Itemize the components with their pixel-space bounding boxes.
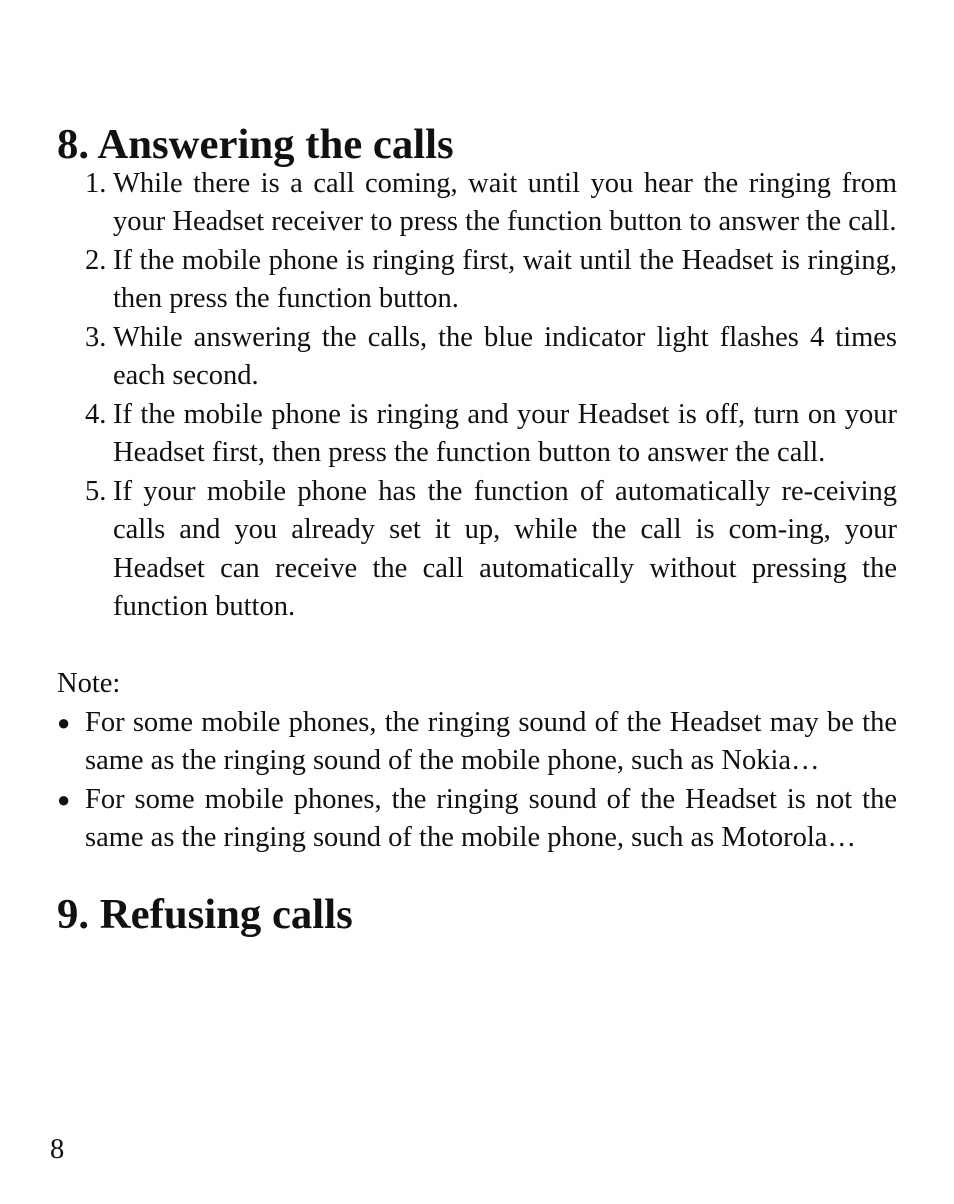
step-number: 4. — [85, 398, 107, 430]
step-number: 5. — [85, 475, 107, 507]
step-item — [57, 473, 897, 627]
answering-steps-list — [57, 165, 897, 627]
blank-line — [57, 627, 897, 666]
step-number: 1. — [85, 167, 107, 199]
step-text: While there is a call coming, wait until you hear the ringing from your Headset receiver to press the function button to answer the call. — [113, 167, 897, 237]
step-number: 2. — [85, 244, 107, 276]
note-text: For some mobile phones, the ringing sound of the Headset may be the same as the ringing sound of the mobile phone, such as Nokia… — [85, 706, 897, 776]
step-item — [57, 396, 897, 473]
step-item — [57, 319, 897, 396]
step-text: While answering the calls, the blue indicator light flashes 4 times each second. — [113, 321, 897, 391]
notes-list — [57, 704, 897, 858]
note-item — [57, 704, 897, 781]
page-number: 8 — [50, 1134, 65, 1165]
note-item — [57, 781, 897, 858]
step-number: 3. — [85, 321, 107, 353]
step-item — [57, 242, 897, 319]
note-text: For some mobile phones, the ringing sound of the Headset is not the same as the ringing sound of the mobile phone, such as Motorola… — [85, 783, 897, 853]
step-text: If your mobile phone has the function of automatically re-ceiving calls and you already set it up, while the call is com-ing, your Headset can receive the call automatically without pressing the function button. — [113, 475, 897, 622]
section-8-heading: 8. Answering the calls — [57, 121, 454, 168]
section-9-heading: 9. Refusing calls — [57, 891, 353, 938]
step-text: If the mobile phone is ringing and your Headset is off, turn on your Headset first, then press the function button to answer the call. — [113, 398, 897, 468]
step-text: If the mobile phone is ringing first, wait until the Headset is ringing, then press the function button. — [113, 244, 897, 314]
note-label: Note: — [57, 668, 121, 699]
bullet-icon: ● — [57, 786, 71, 812]
step-item — [57, 165, 897, 242]
manual-page — [57, 121, 897, 938]
bullet-icon: ● — [57, 709, 71, 735]
